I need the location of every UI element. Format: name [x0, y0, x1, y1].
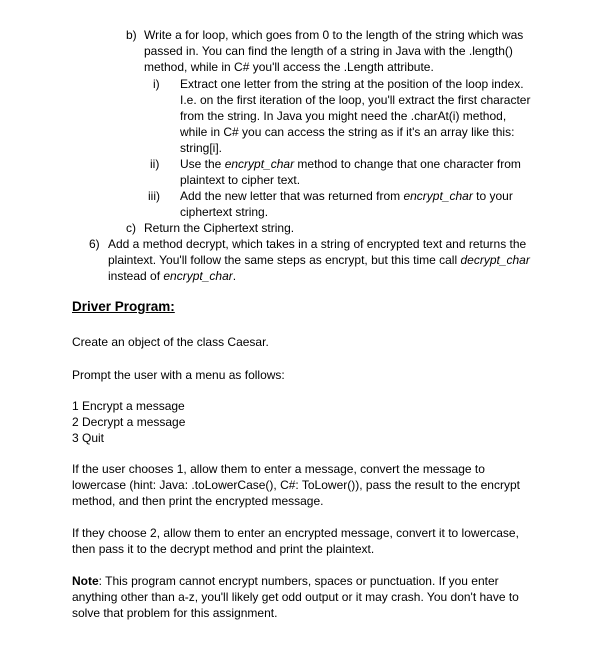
- item-i-line-5: string[i].: [180, 141, 223, 155]
- menu-item-decrypt: 2 Decrypt a message: [72, 415, 186, 429]
- item-i-line-4: while in C# you can access the string as if it's an array like this:: [180, 125, 515, 139]
- list-label-b: b): [126, 28, 137, 42]
- menu-item-encrypt: 1 Encrypt a message: [72, 399, 185, 413]
- item-b-line-3: method, while in C# you'll access the .Length attribute.: [144, 60, 434, 74]
- choice1-line-3: method, and then print the encrypted message.: [72, 494, 324, 508]
- sublist-label-iii: iii): [148, 189, 160, 203]
- list-label-c: c): [126, 221, 136, 235]
- choice2-line-2: then pass it to the decrypt method and print the plaintext.: [72, 542, 375, 556]
- note-line-2: anything other than a-z, you'll likely get odd output or it may crash. You don't have to: [72, 590, 519, 604]
- item-i-line-3: from the string. In Java you might need the .charAt(i) method,: [180, 109, 507, 123]
- note-line-3: solve that problem for this assignment.: [72, 606, 278, 620]
- sublist-label-ii: ii): [150, 157, 160, 171]
- item-i-line-2: I.e. on the first iteration of the loop, you'll extract the first character: [180, 93, 531, 107]
- list-label-6: 6): [89, 237, 100, 251]
- item-iii-line-2: ciphertext string.: [180, 205, 269, 219]
- item-b-line-2: passed in. You can find the length of a string in Java with the .length(): [144, 44, 513, 58]
- driver-heading: Driver Program:: [72, 299, 175, 314]
- item-6-line-3: instead of encrypt_char.: [108, 269, 237, 283]
- item-b-line-1: Write a for loop, which goes from 0 to the length of the string which was: [144, 28, 524, 42]
- driver-prompt-text: Prompt the user with a menu as follows:: [72, 368, 285, 382]
- note-label: Note: [72, 574, 99, 588]
- item-iii-line-1: Add the new letter that was returned from encrypt_char to your: [180, 189, 513, 203]
- item-c-text: Return the Ciphertext string.: [144, 221, 295, 235]
- choice1-line-2: lowercase (hint: Java: .toLowerCase(), C#: ToLower()), pass the result to the encrypt: [72, 478, 520, 492]
- item-i-line-1: Extract one letter from the string at the position of the loop index.: [180, 77, 524, 91]
- item-6-line-2: plaintext. You'll follow the same steps as encrypt, but this time call decrypt_char: [108, 253, 530, 267]
- sublist-label-i: i): [153, 77, 160, 91]
- driver-create-text: Create an object of the class Caesar.: [72, 335, 269, 349]
- item-ii-line-1: Use the encrypt_char method to change that one character from: [180, 157, 521, 171]
- choice1-line-1: If the user chooses 1, allow them to enter a message, convert the message to: [72, 462, 485, 476]
- note-line-1: Note: This program cannot encrypt numbers, spaces or punctuation. If you enter: [72, 574, 499, 588]
- item-ii-line-2: plaintext to cipher text.: [180, 173, 301, 187]
- item-6-line-1: Add a method decrypt, which takes in a string of encrypted text and returns the: [108, 237, 527, 251]
- menu-item-quit: 3 Quit: [72, 431, 105, 445]
- choice2-line-1: If they choose 2, allow them to enter an encrypted message, convert it to lowercase,: [72, 526, 519, 540]
